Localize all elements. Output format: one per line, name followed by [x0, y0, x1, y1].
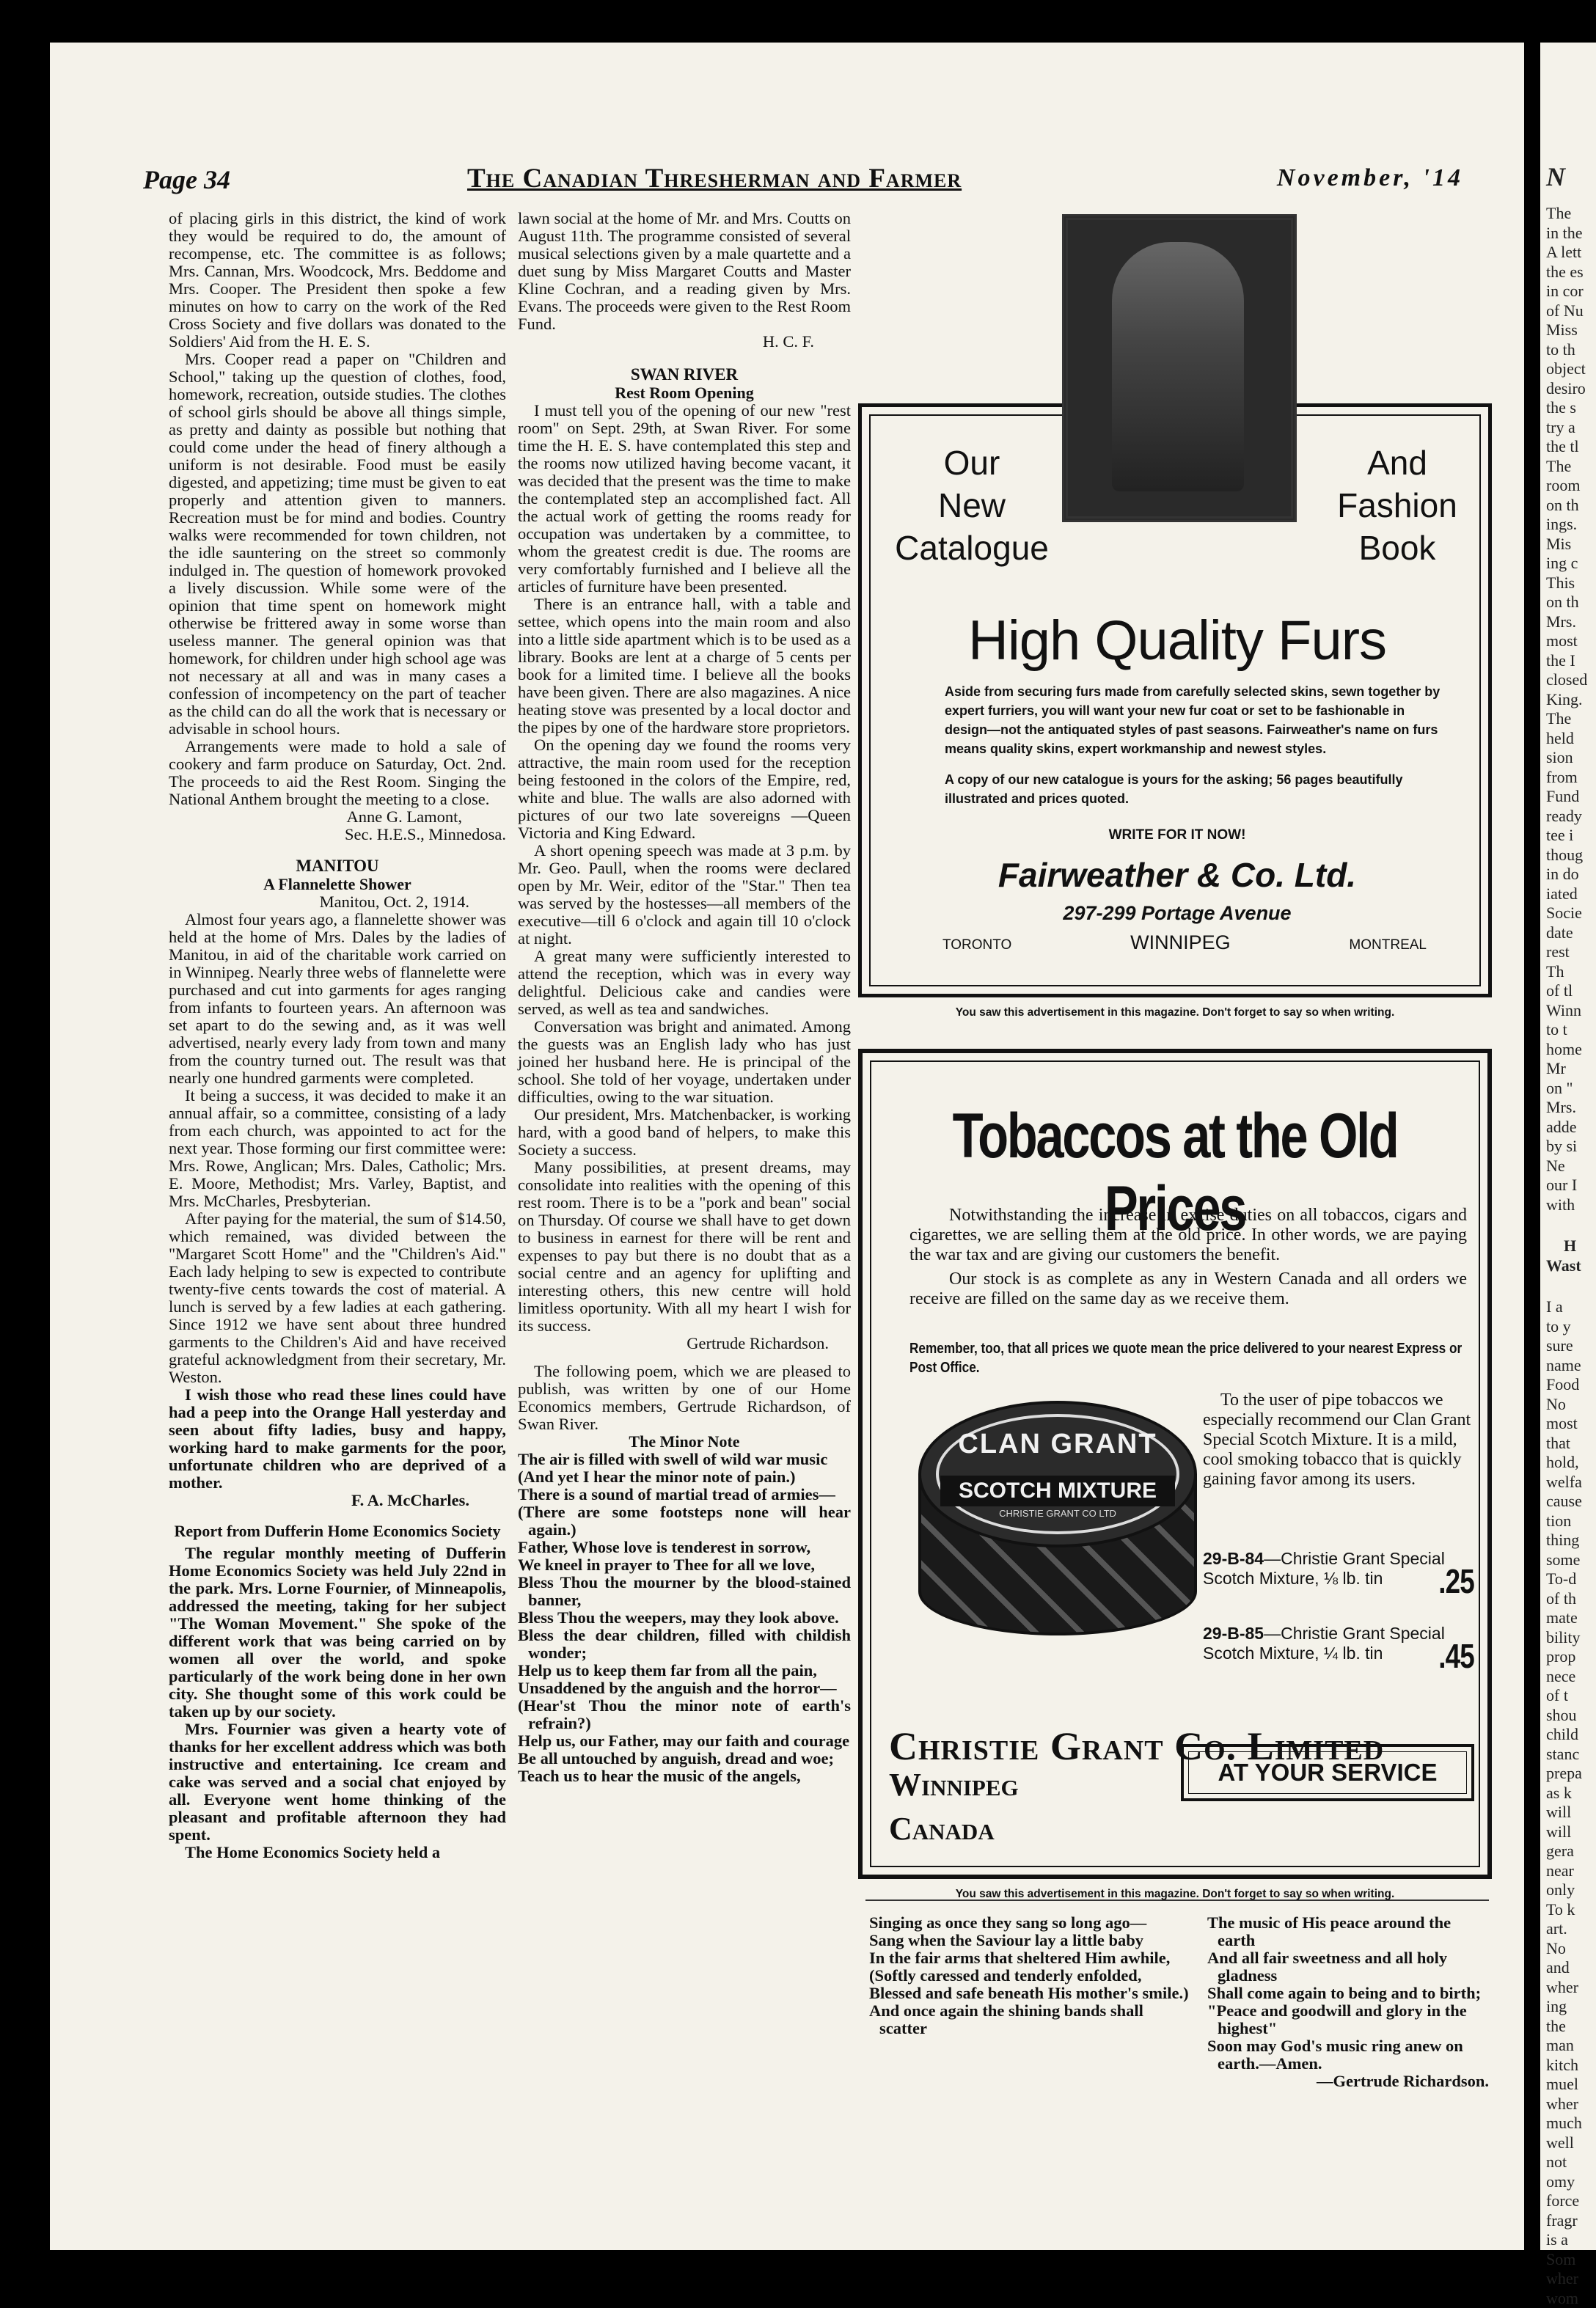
paragraph: I must tell you of the opening of our new "rest room" on Sept. 29th, at Swan River. For some time the H. E. S. have contemplated this step and the rooms now utilized having become vacant, it was decided that the present was the time to make the contemplated step an accomplished fact. All the actual work of getting the rooms ready for occupation was undertaken by a committee, to whom the greatest credit is due. The rooms are very comfortably furnished and I believe all the articles of furniture have been presented.: [518, 402, 851, 596]
price-item: [1203, 1624, 1474, 1663]
text-line: fragr: [1546, 2211, 1596, 2231]
text-line: on ": [1546, 1079, 1596, 1099]
dateline: Manitou, Oct. 2, 1914.: [169, 893, 506, 911]
text-line: with: [1546, 1195, 1596, 1215]
paragraph: Many possibilities, at present dreams, may consolidate into realities with the opening of this rest room. There is to be a "pork and bean" social on Thursday. Of course we shall have to get down to business in earnest for there will be rent and expenses to pay but there is no doubt that as a social centre and an agency for uplifting and interesting others, this new centre will hold limitless oportunity. With all my heart I wish for its success.: [518, 1159, 851, 1335]
tin-brand: CLAN GRANT: [918, 1429, 1197, 1460]
text-line: King.: [1546, 690, 1596, 710]
text-line: Mr: [1546, 1059, 1596, 1079]
ad-cities: [942, 931, 1427, 954]
text-line: nece: [1546, 1667, 1596, 1687]
text-line: to th: [1546, 340, 1596, 360]
paragraph: A short opening speech was made at 3 p.m. by Mr. Geo. Paull, when the rooms were declared open by Mr. Weir, editor of the "Star." Then tea was served by the hostesses—all members of the executive—till 6 o'clock and again till 10 o'clock at night.: [518, 842, 851, 948]
paragraph: I wish those who read these lines could have had a peep into the Orange Hall yesterday and seen about fifty ladies, busy and happy, working hard to make garments for the poor, unfortunate children who are deprived of a mother.: [169, 1386, 506, 1492]
text-line: by si: [1546, 1137, 1596, 1157]
text-line: Unsaddened by the anguish and the horror—: [528, 1679, 851, 1697]
text-line: on th: [1546, 496, 1596, 516]
ad-notice: You saw this advertisement in this magazine. Don't forget to say so when writing.: [858, 1006, 1492, 1019]
item-price: .25: [1438, 1572, 1474, 1591]
text-line: Be all untouched by anguish, dread and woe;: [528, 1750, 851, 1767]
text-line: To k: [1546, 1900, 1596, 1920]
adjacent-page-lines-2: [1546, 1297, 1596, 2308]
ad-company-name: Fairweather & Co. Ltd.: [865, 855, 1489, 895]
text-line: in do: [1546, 865, 1596, 884]
text-line: try a: [1546, 418, 1596, 438]
ad-paragraph: Aside from securing furs made from carefully selected skins, sewn together by expert furriers, you will want your new fur coat or set to be fashionable in design—not the antiquated styles of past seasons. Fairweather's name on furs means quality skins, expert workmanship and newest styles.: [945, 682, 1451, 758]
text-line: ready: [1546, 807, 1596, 827]
ad-left-caption: [887, 442, 1056, 569]
text-line: wher: [1546, 1978, 1596, 1998]
text-line: Blessed and safe beneath His mother's smile.): [879, 1985, 1192, 2002]
text-line: from: [1546, 768, 1596, 788]
text-line: Mis: [1546, 535, 1596, 554]
ad-address: 297-299 Portage Avenue: [865, 902, 1489, 925]
text-line: Mrs.: [1546, 612, 1596, 632]
text-line: the I: [1546, 651, 1596, 671]
item-code: 29-B-85: [1203, 1624, 1264, 1643]
text-line: adde: [1546, 1118, 1596, 1137]
text-line: Bless Thou the mourner by the blood-stained banner,: [528, 1574, 851, 1609]
ad-body: [945, 682, 1451, 820]
paragraph: It being a success, it was decided to make it an annual affair, so a committee, consisting of a lady from each church, was appointed to act for the next year. Those forming our first committee were: Mrs. Rowe, Anglican; Mrs. Dales, Catholic; Mrs. E. Moore, Methodist; Mrs. Varley, Baptist, and Mrs. McCharles, Presbyterian.: [169, 1087, 506, 1210]
signature-title: Sec. H.E.S., Minnedosa.: [169, 826, 506, 843]
paragraph: Mrs. Fournier was given a hearty vote of thanks for her excellent address which was both instructive and entertaining. Ice cream and cake was served and a social chat enjoyed by all. Everyone went home thinking of the pleasant and profitable afternoon they had spent.: [169, 1721, 506, 1844]
text-line: Fund: [1546, 787, 1596, 807]
text-line: We kneel in prayer to Thee for all we love,: [528, 1556, 851, 1574]
text-line: ing c: [1546, 554, 1596, 574]
text-line: of t: [1546, 1686, 1596, 1706]
ad-paragraph: Our stock is as complete as any in Western Canada and all orders we receive are filled on the same day as we receive them.: [909, 1270, 1467, 1309]
text-line: to y: [1546, 1317, 1596, 1337]
text-line: on th: [1546, 593, 1596, 612]
adjacent-page-header: N: [1546, 43, 1596, 204]
ad-body: [909, 1206, 1467, 1314]
text-line: force: [1546, 2191, 1596, 2211]
signature: H. C. F.: [518, 333, 851, 351]
paragraph: Our president, Mrs. Matchenbacker, is working hard, with a good band of helpers, to make this Society a success.: [518, 1106, 851, 1159]
ad-notice: You saw this advertisement in this magazine. Don't forget to say so when writing.: [858, 1888, 1492, 1901]
item-price: .45: [1438, 1646, 1474, 1666]
text-line: The: [1546, 204, 1596, 224]
text-line: most: [1546, 631, 1596, 651]
caption-line: Fashion: [1320, 484, 1474, 527]
text-line: near: [1546, 1861, 1596, 1881]
text-line: prop: [1546, 1647, 1596, 1667]
column-2: [518, 210, 851, 1785]
text-line: I a: [1546, 1297, 1596, 1317]
ad-side-text: [1203, 1391, 1474, 1490]
text-line: The air is filled with swell of wild war music: [528, 1451, 851, 1468]
adjacent-page-lines: [1546, 204, 1596, 1215]
ad-headline: Tobaccos at the Old Prices: [930, 1100, 1419, 1245]
text-line: will: [1546, 1822, 1596, 1842]
text-line: prepa: [1546, 1764, 1596, 1784]
text-line: wher: [1546, 2269, 1596, 2289]
adjacent-page-strip: [1524, 43, 1596, 2250]
poem-continued-right: [1207, 1914, 1489, 2090]
text-line: tion: [1546, 1512, 1596, 1531]
section-heading-swan-river: SWAN RIVER: [518, 365, 851, 384]
adjacent-page-heading-a: H: [1546, 1237, 1596, 1256]
text-line: as k: [1546, 1784, 1596, 1803]
item-code: 29-B-84: [1203, 1549, 1264, 1568]
paragraph: A great many were sufficiently interested to attend the reception, which was in every way delightful. Delicious cake and candies were served, as well as tea and sandwiches.: [518, 948, 851, 1018]
text-line: And once again the shining bands shall scatter: [879, 2002, 1192, 2037]
page-number: Page 34: [143, 164, 230, 195]
text-line: Th: [1546, 962, 1596, 982]
ad-paragraph: A copy of our new catalogue is yours for the asking; 56 pages beautifully illustrated and prices quoted.: [945, 770, 1451, 808]
tin-maker: CHRISTIE GRANT CO LTD: [962, 1508, 1153, 1519]
text-line: Soon may God's music ring anew on earth.—Amen.: [1218, 2037, 1489, 2073]
text-line: gera: [1546, 1842, 1596, 1861]
fashion-illustration: [1062, 214, 1297, 522]
text-line: Ne: [1546, 1157, 1596, 1176]
ad-paragraph: To the user of pipe tobaccos we especially recommend our Clan Grant Special Scotch Mixture. It is a mild, cool smoking tobacco that is quickly gaining favor among its users.: [1203, 1391, 1474, 1490]
text-line: name: [1546, 1356, 1596, 1376]
text-line: not: [1546, 2153, 1596, 2172]
signature: Anne G. Lamont,: [169, 808, 506, 826]
text-line: in the: [1546, 224, 1596, 243]
paragraph: Arrangements were made to hold a sale of cookery and farm produce on Saturday, Oct. 2nd. The proceeds to aid the Rest Room. Singing the National Anthem brought the meeting to a close.: [169, 738, 506, 808]
text-line: wom: [1546, 2289, 1596, 2308]
text-line: the es: [1546, 263, 1596, 282]
text-line: (There are some footsteps none will hear again.): [528, 1503, 851, 1539]
text-line: held: [1546, 729, 1596, 749]
text-line: date: [1546, 923, 1596, 943]
paragraph: There is an entrance hall, with a table and settee, which opens into the main room and also into a little side apartment which is to be used as a library. Books are lent at a charge of 5 cents per book for a limited time. I believe all the books have been given. There are also magazines. A nice heating stove was presented by a local doctor and the pipes by one of the hardware store proprietors.: [518, 596, 851, 736]
text-line: (And yet I hear the minor note of pain.): [528, 1468, 851, 1486]
text-line: There is a sound of martial tread of armies—: [528, 1486, 851, 1503]
text-line: (Hear'st Thou the minor note of earth's refrain?): [528, 1697, 851, 1732]
text-line: iated: [1546, 884, 1596, 904]
text-line: well: [1546, 2133, 1596, 2153]
text-line: room: [1546, 476, 1596, 496]
text-line: cause: [1546, 1492, 1596, 1512]
text-line: object: [1546, 359, 1596, 379]
text-line: of th: [1546, 1589, 1596, 1609]
city-toronto: TORONTO: [942, 937, 1011, 953]
paragraph: Almost four years ago, a flannelette shower was held at the home of Mrs. Dales by the ladies of Manitou, in aid of the charitable work carried on in Winnipeg. Nearly three webs of flannelette were purchased and cut into garments for ages ranging from infants to fourteen years. An afternoon was set apart to do the sewing and, as it was well advertised, nearly every lady from town and many from the country turned out. The result was that nearly one hundred garments were completed.: [169, 911, 506, 1087]
text-line: closed: [1546, 670, 1596, 690]
paragraph: lawn social at the home of Mr. and Mrs. Coutts on August 11th. The programme consisted of several musical selections given by a male quartette and a duet sung by Miss Margaret Coutts and Master Kline Cochran, and a reading given by Mrs. Evans. The proceeds were given to the Rest Room Fund.: [518, 210, 851, 333]
text-line: of Nu: [1546, 301, 1596, 321]
paragraph: The following poem, which we are pleased to publish, was written by one of our Home Economics members, Gertrude Richardson, of Swan River.: [518, 1363, 851, 1433]
text-line: The: [1546, 457, 1596, 477]
paragraph: Conversation was bright and animated. Among the guests was an English lady who has just joined her husband here. He is principal of the school. She told of her voyage, undertaken under difficulties, owing to the war situation.: [518, 1018, 851, 1106]
text-line: is a: [1546, 2230, 1596, 2250]
paragraph: On the opening day we found the rooms very attractive, the main room used for the reception being festooned in the colors of the Empire, red, white and blue. The walls are also adorned with pictures of our two late sovereigns —Queen Victoria and King Edward.: [518, 736, 851, 842]
paragraph: Mrs. Cooper read a paper on "Children and School," taking up the question of clothes, food, homework, recreation, outside studies. The clothes of school girls should be above all things simple, as pretty and dainty as possible but nothing that could come under the head of finery although a uniform is not desirable. Food must be easily digested, and appetizing; time must be given to eat properly and attention given to manners. Recreation must be for mind and bodies. Country walks were recommended for town children, not the idle sauntering on the street so commonly indulged in. The question of homework provoked a lively discussion. While some were of the opinion that time spent on homework might otherwise be frittered away in some worse than useless manner. The general opinion was that homework, for children under high school age was not necessary at all and was in many cases a confession of incompetency on the part of teacher as the child can do all the work that is necessary or advisable in school hours.: [169, 351, 506, 738]
city-montreal: MONTREAL: [1349, 937, 1427, 953]
page-header: [143, 158, 1463, 202]
text-line: sure: [1546, 1336, 1596, 1356]
text-line: much: [1546, 2114, 1596, 2133]
text-line: Shall come again to being and to birth;: [1218, 1985, 1489, 2002]
text-line: welfa: [1546, 1473, 1596, 1492]
text-line: This: [1546, 574, 1596, 593]
text-line: desiro: [1546, 379, 1596, 399]
text-line: The music of His peace around the earth: [1218, 1914, 1489, 1949]
text-line: No: [1546, 1395, 1596, 1415]
tobacco-tin-illustration: [918, 1401, 1197, 1650]
text-line: tee i: [1546, 826, 1596, 846]
text-line: in cor: [1546, 282, 1596, 301]
text-line: child: [1546, 1725, 1596, 1745]
text-line: to t: [1546, 1020, 1596, 1040]
text-line: Singing as once they sang so long ago—: [879, 1914, 1192, 1932]
adjacent-page-heading-b: Wast: [1546, 1256, 1596, 1276]
caption-line: Catalogue: [887, 527, 1056, 569]
text-line: the: [1546, 2017, 1596, 2037]
paragraph: The regular monthly meeting of Dufferin Home Economics Society was held July 22nd in the park. Mrs. Lorne Fournier, of Minneapolis, addressed the meeting, taking for her subject "The Woman Movement." She spoke of the different work that was being carried on by women all over the world, and spoke particularly of the work being done in her own city. She thought some of this work could be taken up by our society.: [169, 1545, 506, 1721]
text-line: wher: [1546, 2095, 1596, 2114]
text-line: man: [1546, 2036, 1596, 2056]
text-line: No: [1546, 1939, 1596, 1959]
tin-label: SCOTCH MIXTURE: [940, 1476, 1175, 1506]
text-line: (Softly caressed and tenderly enfolded,: [879, 1967, 1192, 1985]
text-line: Help us, our Father, may our faith and courage: [528, 1732, 851, 1750]
signature: F. A. McCharles.: [169, 1492, 506, 1509]
ad-call-to-action: WRITE FOR IT NOW!: [865, 827, 1489, 843]
text-line: only: [1546, 1880, 1596, 1900]
section-heading-manitou: MANITOU: [169, 857, 506, 876]
text-line: Bless Thou the weepers, may they look above.: [528, 1609, 851, 1627]
text-line: the s: [1546, 398, 1596, 418]
paragraph: The Home Economics Society held a: [169, 1844, 506, 1861]
ad-paragraph: Notwithstanding the increase in excise duties on all tobaccos, cigars and cigarettes, we are selling them at the old price. In other words, we are paying the war tax and are giving our customers the benefit.: [909, 1206, 1467, 1265]
paragraph: of placing girls in this district, the kind of work they would be required to do, the amount of recompense, etc. The committee is as follows; Mrs. Cannan, Mrs. Woodcock, Mrs. Beddome and Mrs. Cooper. The President then spoke a few minutes on how to carry on the work of the Red Cross Society and five dollars was donated to the Soldiers' Aid from the H. E. S.: [169, 210, 506, 351]
item-description: —Christie Grant Special Scotch Mixture, ⅛ lb. tin: [1203, 1549, 1445, 1588]
text-line: Winn: [1546, 1001, 1596, 1021]
ad-bold-note: Remember, too, that all prices we quote mean the price delivered to your nearest Express or Post Office.: [909, 1339, 1467, 1377]
text-line: kitch: [1546, 2056, 1596, 2076]
text-line: Som: [1546, 2250, 1596, 2270]
text-line: In the fair arms that sheltered Him awhile,: [879, 1949, 1192, 1967]
section-subheading: A Flannelette Shower: [169, 876, 506, 893]
issue-date: November, '14: [1277, 164, 1463, 192]
masthead-title: The Canadian Thresherman and Farmer: [467, 163, 962, 194]
text-line: and: [1546, 1958, 1596, 1978]
text-line: A lett: [1546, 243, 1596, 263]
text-line: that: [1546, 1434, 1596, 1454]
caption-line: New: [887, 484, 1056, 527]
text-line: home: [1546, 1040, 1596, 1060]
poem-title: The Minor Note: [518, 1433, 851, 1451]
text-line: the tl: [1546, 437, 1596, 457]
text-line: rest: [1546, 942, 1596, 962]
text-line: The: [1546, 709, 1596, 729]
caption-line: Book: [1320, 527, 1474, 569]
poem: [518, 1451, 851, 1785]
text-line: muel: [1546, 2075, 1596, 2095]
text-line: To-d: [1546, 1569, 1596, 1589]
ad-headline: High Quality Furs: [865, 609, 1489, 673]
section-subheading: Rest Room Opening: [518, 384, 851, 402]
ad-country: Canada: [889, 1810, 995, 1847]
text-line: Mrs.: [1546, 1098, 1596, 1118]
city-winnipeg: WINNIPEG: [1130, 931, 1231, 954]
text-line: sion: [1546, 748, 1596, 768]
text-line: Socie: [1546, 904, 1596, 923]
text-line: ing: [1546, 1997, 1596, 2017]
text-line: art.: [1546, 1919, 1596, 1939]
text-line: thoug: [1546, 846, 1596, 865]
text-line: most: [1546, 1414, 1596, 1434]
text-line: Father, Whose love is tenderest in sorrow,: [528, 1539, 851, 1556]
text-line: Teach us to hear the music of the angels,: [528, 1767, 851, 1785]
ad-city: Winnipeg: [889, 1766, 1019, 1803]
text-line: Food: [1546, 1375, 1596, 1395]
price-item: [1203, 1549, 1474, 1589]
text-line: hold,: [1546, 1453, 1596, 1473]
text-line: some: [1546, 1550, 1596, 1570]
text-line: of tl: [1546, 981, 1596, 1001]
divider: [865, 1899, 1489, 1901]
service-box: AT YOUR SERVICE: [1181, 1744, 1474, 1801]
text-line: stanc: [1546, 1745, 1596, 1765]
poem-continued-left: [869, 1914, 1192, 2037]
section-heading-dufferin: Report from Dufferin Home Economics Society: [169, 1523, 506, 1540]
text-line: shou: [1546, 1706, 1596, 1726]
ad-right-caption: [1320, 442, 1474, 569]
ad-company-name: Christie Grant Co. Limited: [889, 1723, 1384, 1769]
text-line: our I: [1546, 1176, 1596, 1195]
signature: —Gertrude Richardson.: [1218, 2073, 1489, 2090]
text-line: Help us to keep them far from all the pain,: [528, 1662, 851, 1679]
paragraph: After paying for the material, the sum of $14.50, which remained, was divided between the "Margaret Scott Home" and the "Children's Aid." Each lady helping to sew is expected to contribute twenty-five cents towards the cost of material. A lunch is served by a few ladies at each gathering. Since 1912 we have sent about three hundred garments to the Children's Aid and have received grateful acknowledgment from their secretary, Mr. Weston.: [169, 1210, 506, 1386]
signature: Gertrude Richardson.: [518, 1335, 851, 1352]
text-line: Sang when the Saviour lay a little baby: [879, 1932, 1192, 1949]
adjacent-page-text: [1540, 43, 1596, 2308]
text-line: And all fair sweetness and all holy gladness: [1218, 1949, 1489, 1985]
text-line: will: [1546, 1803, 1596, 1822]
text-line: mate: [1546, 1608, 1596, 1628]
text-line: Miss: [1546, 320, 1596, 340]
item-description: —Christie Grant Special Scotch Mixture, ¼ lb. tin: [1203, 1624, 1445, 1663]
text-line: Bless the dear children, filled with childish wonder;: [528, 1627, 851, 1662]
text-line: omy: [1546, 2172, 1596, 2192]
text-line: "Peace and goodwill and glory in the highest": [1218, 2002, 1489, 2037]
text-line: ings.: [1546, 515, 1596, 535]
text-line: bility: [1546, 1628, 1596, 1648]
caption-line: And: [1320, 442, 1474, 484]
text-line: thing: [1546, 1531, 1596, 1550]
caption-line: Our: [887, 442, 1056, 484]
column-1: [169, 210, 506, 1861]
